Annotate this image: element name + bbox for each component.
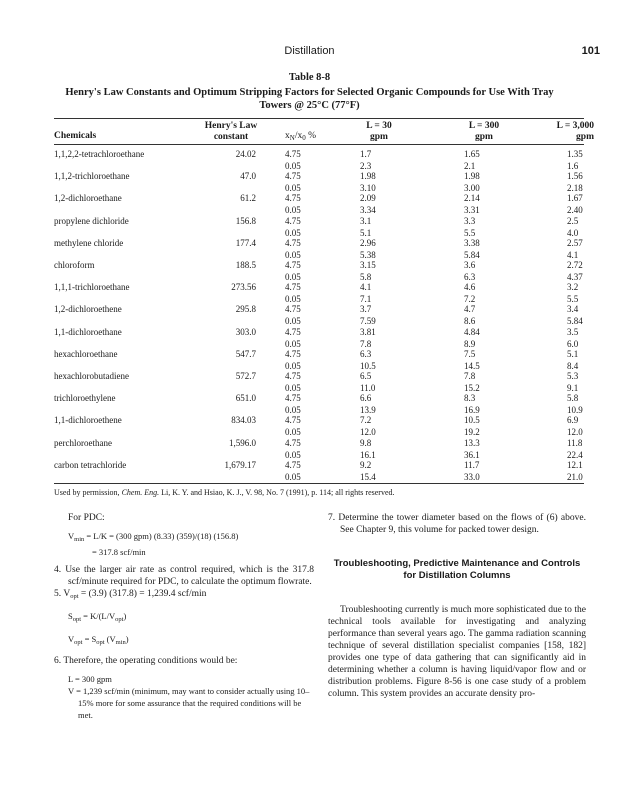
cell-x2: 0.05 [285,205,301,216]
for-pdc-label: For PDC: [68,513,105,523]
cell-chem: 1,1-dichloroethene [54,415,122,426]
cell-chem: propylene dichloride [54,215,129,226]
cell-hc: 177.4 [235,237,256,248]
cell-c2: 2.40 [567,205,583,216]
col-header-l300-unit: gpm [475,132,493,142]
cell-b1: 3.38 [464,237,480,248]
table-bottom-rule [54,483,584,484]
cell-a1: 9.8 [360,437,372,448]
cell-hc: 188.5 [235,260,256,270]
cell-b1: 1.65 [464,149,480,159]
cell-x1: 4.75 [285,393,301,404]
cell-x1: 4.75 [285,415,301,426]
table-label: Table 8-8 [288,72,331,83]
cell-c2: 5.5 [567,294,579,305]
cell-x2: 0.05 [285,161,301,171]
cell-a1: 1.98 [360,171,376,182]
cell-a2: 11.0 [360,383,376,393]
cell-b2: 16.9 [464,405,480,416]
cell-hc: 572.7 [235,371,256,381]
cell-hc: 651.0 [235,393,256,404]
cell-a2: 5.38 [360,249,376,260]
col-header-l3000-unit: gpm [576,132,594,142]
cell-chem: 1,1,2-trichloroethane [54,171,130,182]
right-column [328,512,586,700]
cell-c1: 6.9 [567,415,579,426]
cell-b2: 8.6 [464,316,476,327]
vmin-result: = 317.8 scf/min [92,547,146,557]
vmin-equation: $V_{min} = L/K = (300$ gpm) (8.33) (359)/(18) (156.8) [68,531,239,543]
cell-hc: 61.2 [240,193,256,204]
cell-hc: 295.8 [235,304,256,315]
cell-a1: 7.2 [360,415,372,426]
cell-c1: 11.8 [567,437,583,448]
cell-a2: 7.8 [360,338,372,349]
cell-x2: 0.05 [285,360,301,371]
cell-c2: 2.18 [567,183,583,194]
cell-hc: 303.0 [235,326,256,337]
col-header-henry [196,121,266,143]
cell-b2: 19.2 [464,427,480,438]
cell-b1: 3.3 [464,215,476,226]
cell-chem: hexachloroethane [54,348,118,359]
cell-c1: 5.3 [567,371,579,381]
cell-x1: 4.75 [285,326,301,337]
table-top-rule [54,118,584,119]
cell-b2: 3.31 [464,205,480,216]
cell-x2: 0.05 [285,405,301,416]
cell-x1: 4.75 [285,371,301,381]
cell-b2: 2.1 [464,161,476,171]
cell-c2: 10.9 [567,405,583,416]
cell-b2: 7.2 [464,294,476,305]
cell-b2: 3.00 [464,183,480,194]
col-header-l3000-label: L = 3,000 [556,121,594,131]
running-header-section: Distillation [284,45,335,57]
cell-c2: 9.1 [567,383,579,393]
cell-x2: 0.05 [285,183,301,194]
cell-x2: 0.05 [285,249,301,260]
cell-hc: 1,679.17 [224,459,256,470]
col-header-henry-line1: Henry's Law [204,121,258,131]
body-paragraph: Troubleshooting currently is much more sophisticated due to the technical tools available for investigating and analyzing performance than several years ago. The gamma radiation scanning technique of several distillation specialist companies [158, 182] provides one type of data gathering that can significantly aid in determining whether a column is having liquid/vapor flow and or distribution problems. Figure 8-56 is one case study of a problem column. This system provides an accurate density pro- [328,605,586,699]
cell-x1: 4.75 [285,237,301,248]
condition-v: V = 1,239 scf/min (minimum, may want to consider actually using 10–15% more for some assurance that the required conditions will be met. [68,686,310,720]
cell-a2: 3.10 [360,183,376,194]
cell-chem: hexachlorobutadiene [54,371,129,381]
cell-c1: 3.4 [567,304,579,315]
cell-chem: carbon tetrachloride [54,459,127,470]
cell-chem: trichloroethylene [54,393,116,404]
cell-c2: 12.0 [567,427,583,438]
step-6: 6. Therefore, the operating conditions would be: [54,656,238,666]
cell-a1: 1.7 [360,149,372,159]
cell-a1: 6.5 [360,371,372,381]
cell-x2: 0.05 [285,316,301,327]
cell-c1: 1.56 [567,171,583,182]
cell-x1: 4.75 [285,348,301,359]
col-header-l300-label: L = 300 [468,121,500,131]
cell-c2: 22.4 [567,449,583,460]
cell-x2: 0.05 [285,227,301,238]
page-number: 101 [581,45,600,57]
table-header-rule [54,144,584,145]
cell-c1: 5.8 [567,393,579,404]
cell-a1: 3.7 [360,304,372,315]
cell-b2: 36.1 [464,449,480,460]
col-header-l30-label: L = 30 [366,121,392,131]
cell-a2: 15.4 [360,471,376,482]
cell-x1: 4.75 [285,149,301,159]
sopt-equation: $S_{opt} = K/(L/V_{opt})$ [68,611,127,623]
cell-a2: 13.9 [360,405,376,416]
cell-b1: 4.6 [464,282,476,293]
cell-x2: 0.05 [285,272,301,282]
cell-hc: 24.02 [235,149,256,159]
cell-x1: 4.75 [285,193,301,204]
cell-c2: 6.0 [567,338,579,349]
col-header-l3000 [538,121,594,143]
cell-chem: perchloroethane [54,437,112,448]
cell-chem: 1,1,1-trichloroethane [54,282,130,293]
cell-c2: 1.6 [567,161,579,171]
cell-c2: 4.37 [567,272,583,282]
cell-c1: 12.1 [567,459,583,470]
cell-c2: 4.1 [567,249,579,260]
condition-l: L = 300 gpm [68,674,112,684]
col-header-chemicals: Chemicals [54,131,97,141]
cell-x2: 0.05 [285,383,301,393]
cell-chem: 1,2-dichloroethane [54,193,122,204]
vopt-equation: $V_{opt} = S_{opt}$ $(V_{min})$ [68,634,129,646]
cell-b2: 15.2 [464,383,480,393]
cell-a1: 3.1 [360,215,372,226]
cell-a2: 12.0 [360,427,376,438]
cell-c1: 3.5 [567,326,579,337]
col-header-xratio: $x_N/x_0$ % [285,131,316,142]
cell-c2: 4.0 [567,227,579,238]
cell-c1: 2.72 [567,260,583,270]
col-header-l30 [354,121,404,143]
cell-x1: 4.75 [285,304,301,315]
cell-b1: 7.8 [464,371,476,381]
left-column [54,512,314,721]
cell-a1: 6.6 [360,393,372,404]
cell-a1: 3.81 [360,326,376,337]
cell-chem: methylene chloride [54,237,124,248]
cell-a2: 2.3 [360,161,372,171]
cell-b2: 5.5 [464,227,476,238]
cell-c1: 3.2 [567,282,579,293]
step-5: 5. $V_{opt} = (3.9) (317.8) = 1,239.4$ scf/min [54,589,207,600]
cell-a2: 7.59 [360,316,376,327]
cell-a2: 7.1 [360,294,372,305]
cell-x1: 4.75 [285,171,301,182]
cell-hc: 547.7 [235,348,256,359]
cell-c2: 8.4 [567,360,579,371]
cell-hc: 1,596.0 [229,437,256,448]
cell-b1: 7.5 [464,348,476,359]
cell-c2: 21.0 [567,471,583,482]
cell-a1: 6.3 [360,348,372,359]
cell-x1: 4.75 [285,459,301,470]
cell-c1: 1.67 [567,193,583,204]
cell-a1: 9.2 [360,459,372,470]
cell-a1: 2.96 [360,237,376,248]
cell-a1: 2.09 [360,193,376,204]
cell-b1: 1.98 [464,171,480,182]
cell-x2: 0.05 [285,338,301,349]
cell-b1: 4.84 [464,326,480,337]
col-header-l30-unit: gpm [370,132,388,142]
cell-hc: 834.03 [231,415,256,426]
col-header-l300 [454,121,514,143]
col-header-henry-line2: constant [213,132,249,142]
table-source-note: Used by permission, Chem. Eng. Li, K. Y. and Hsiao, K. J., V. 98, No. 7 (1991), p. 114; all rights reserved. [54,488,395,497]
cell-b2: 8.9 [464,338,476,349]
cell-a2: 5.8 [360,272,372,282]
cell-b1: 10.5 [464,415,480,426]
cell-x1: 4.75 [285,260,301,270]
cell-b2: 33.0 [464,471,480,482]
cell-b2: 14.5 [464,360,480,371]
cell-a1: 4.1 [360,282,372,293]
cell-x2: 0.05 [285,427,301,438]
cell-x1: 4.75 [285,215,301,226]
cell-b1: 3.6 [464,260,476,270]
cell-b1: 13.3 [464,437,480,448]
cell-hc: 156.8 [235,215,256,226]
cell-b2: 5.84 [464,249,480,260]
cell-c1: 5.1 [567,348,579,359]
cell-chem: 1,1-dichloroethane [54,326,122,337]
step-7: 7. Determine the tower diameter based on the flows of (6) above. See Chapter 9, this volume for packed tower design. [328,513,586,535]
cell-x2: 0.05 [285,294,301,305]
step-4: 4. Use the larger air rate as control required, which is the 317.8 scf/minute required for PDC, to calculate the optimum flowrate. [54,565,314,587]
cell-x1: 4.75 [285,437,301,448]
cell-b1: 11.7 [464,459,480,470]
cell-x1: 4.75 [285,282,301,293]
cell-chem: 1,1,2,2-tetrachloroethane [54,149,145,159]
cell-chem: chloroform [54,260,95,270]
cell-c1: 2.5 [567,215,579,226]
cell-hc: 47.0 [240,171,256,182]
cell-b1: 4.7 [464,304,476,315]
cell-chem: 1,2-dichloroethene [54,304,122,315]
cell-a1: 3.15 [360,260,376,270]
cell-c1: 2.57 [567,237,583,248]
cell-a2: 3.34 [360,205,376,216]
section-heading: Troubleshooting, Predictive Maintenance and Controls for Distillation Columns [333,558,581,581]
cell-b1: 8.3 [464,393,476,404]
cell-c1: 1.35 [567,149,583,159]
cell-a2: 16.1 [360,449,376,460]
table-row [54,460,584,486]
cell-b1: 2.14 [464,193,480,204]
cell-b2: 6.3 [464,272,476,282]
cell-a2: 5.1 [360,227,372,238]
cell-x2: 0.05 [285,449,301,460]
table-title: Henry's Law Constants and Optimum Stripping Factors for Selected Organic Compounds for Use With Tray Towers @ 25°C (77°F) [65,87,554,111]
cell-c2: 5.84 [567,316,583,327]
cell-x2: 0.05 [285,471,301,482]
cell-a2: 10.5 [360,360,376,371]
cell-hc: 273.56 [231,282,256,293]
